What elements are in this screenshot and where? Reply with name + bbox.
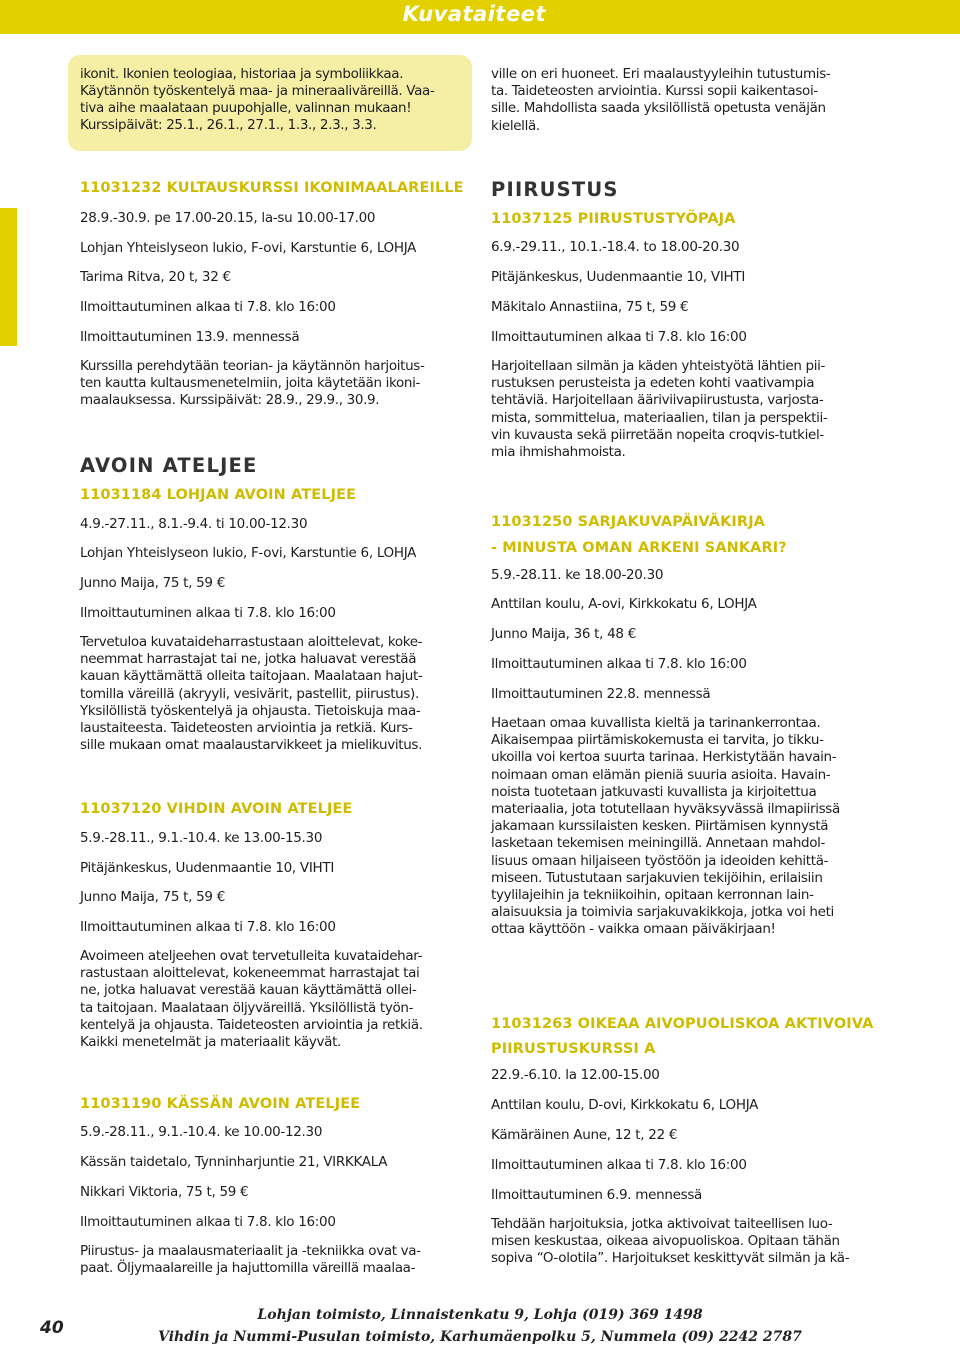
footer-office-vihti: Vihdin ja Nummi-Pusulan toimisto, Karhumäenpolku 5, Nummela (09) 2242 2787 bbox=[158, 1329, 802, 1345]
course-title: 11037125 PIIRUSTUSTYÖPAJA bbox=[491, 211, 736, 227]
description-line: laustaiteesta. Taideteosten arviointia ja retkiä. Kurs- bbox=[80, 720, 413, 737]
section-heading: PIIRUSTUS bbox=[491, 178, 619, 201]
description-line: maalauksessa. Kurssipäivät: 28.9., 29.9., 30.9. bbox=[80, 392, 380, 409]
course-place: Lohjan Yhteislyseon lukio, F-ovi, Karstuntie 6, LOHJA bbox=[80, 545, 417, 561]
course-place: Pitäjänkeskus, Uudenmaantie 10, VIHTI bbox=[80, 860, 335, 876]
description-line: ta. Taideteosten arviointia. Kurssi sopii kaikentasoi- bbox=[491, 83, 818, 100]
description-line: ukoilla voi kertoa suurta tarinaa. Herkistytään havain- bbox=[491, 749, 837, 766]
course-time: 22.9.-6.10. la 12.00-15.00 bbox=[491, 1067, 660, 1083]
description-line: Tehdään harjoituksia, jotka aktivoivat taiteellisen luo- bbox=[491, 1216, 833, 1232]
course-description bbox=[80, 1243, 421, 1277]
description-line: mista, sommittelua, materiaalien, tilan ja perspektii- bbox=[491, 409, 828, 426]
description-line: kentelyä ja ohjausta. Taideteosten arviointia ja retkiä. bbox=[80, 1016, 423, 1033]
description-line: Avoimeen ateljeehen ovat tervetulleita kuvataidehar- bbox=[80, 948, 423, 964]
course-description bbox=[491, 1216, 849, 1268]
description-line: mia ihmishahmoista. bbox=[491, 444, 626, 461]
course-time: 5.9.-28.11. ke 18.00-20.30 bbox=[491, 567, 664, 583]
description-line: tomilla väreillä (akryyli, vesivärit, pastellit, piirustus). bbox=[80, 685, 419, 702]
course-time: 4.9.-27.11., 8.1.-9.4. ti 10.00-12.30 bbox=[80, 516, 308, 532]
course-teacher: Mäkitalo Annastiina, 75 t, 59 € bbox=[491, 299, 689, 315]
description-line: rastustaan aloittelevat, kokeneemmat harrastajat tai bbox=[80, 965, 420, 982]
description-line: noimaan oman elämän pieniä suuria asioita. Havain- bbox=[491, 766, 831, 783]
description-line: lisuus omaan hiljaiseen työstöön ja ideoiden kehittä- bbox=[491, 852, 829, 869]
description-line: neemmat harrastajat tai ne, jotka haluavat verestää bbox=[80, 651, 417, 668]
course-registration: Ilmoittautuminen alkaa ti 7.8. klo 16:00 bbox=[80, 605, 336, 621]
intro-line: tiva aihe maalataan puupohjalle, valinnan mukaan! bbox=[80, 100, 412, 116]
description-line: Kurssilla perehdytään teorian- ja käytännön harjoitus- bbox=[80, 358, 425, 374]
description-line: Kaikki menetelmät ja materiaalit käyvät. bbox=[80, 1034, 341, 1051]
description-line: tyylilajeihin ja tekniikoihin, opitaan kerronnan lain- bbox=[491, 887, 814, 904]
course-time: 5.9.-28.11., 9.1.-10.4. ke 13.00-15.30 bbox=[80, 830, 323, 846]
course-title: 11031184 LOHJAN AVOIN ATELJEE bbox=[80, 487, 357, 503]
section-heading: AVOIN ATELJEE bbox=[80, 454, 258, 477]
description-line: ottaa käyttöön - vaikka omaan päiväkirjaan! bbox=[491, 921, 776, 938]
description-line: vin kuvausta sekä piirretään nopeita croqvis-tutkiel- bbox=[491, 426, 824, 443]
course-subtitle: - MINUSTA OMAN ARKENI SANKARI? bbox=[491, 540, 787, 556]
description-line: materiaalia, jota totutellaan hyväksyvässä ilmapiirissä bbox=[491, 801, 840, 818]
course-place: Kässän taidetalo, Tynninharjuntie 21, VIRKKALA bbox=[80, 1154, 388, 1170]
course-description bbox=[491, 358, 827, 461]
description-line: Haetaan omaa kuvallista kieltä ja tarinankerrontaa. bbox=[491, 715, 821, 731]
intro-line: Käytännön työskentelyä maa- ja mineraaliväreillä. Vaa- bbox=[80, 83, 435, 99]
page-number: 40 bbox=[40, 1318, 64, 1338]
description-line: misen keskustaa, oikeaa aivopuoliskoa. Opitaan tähän bbox=[491, 1233, 840, 1250]
description-line: kielellä. bbox=[491, 117, 540, 134]
course-place: Anttilan koulu, D-ovi, Kirkkokatu 6, LOHJA bbox=[491, 1097, 759, 1113]
course-place: Anttilan koulu, A-ovi, Kirkkokatu 6, LOHJA bbox=[491, 596, 757, 612]
description-line: paat. Öljymaalareille ja hajuttomilla väreillä maalaa- bbox=[80, 1260, 416, 1277]
description-line: tehtäviä. Harjoitellaan ääriviivapiirustusta, varjosta- bbox=[491, 392, 824, 409]
description-line: sille mukaan omat maalaustarvikkeet ja mielikuvitus. bbox=[80, 737, 423, 754]
description-line: noista tuotetaan jatkuvasti kuvallista ja kirjoitettua bbox=[491, 783, 817, 800]
course-title: 11031263 OIKEAA AIVOPUOLISKOA AKTIVOIVA bbox=[491, 1016, 874, 1032]
course-registration: Ilmoittautuminen alkaa ti 7.8. klo 16:00 bbox=[491, 329, 747, 345]
course-title: 11031232 KULTAUSKURSSI IKONIMAALAREILLE bbox=[80, 180, 464, 196]
course-deadline: Ilmoittautuminen 13.9. mennessä bbox=[80, 329, 300, 345]
course-registration: Ilmoittautuminen alkaa ti 7.8. klo 16:00 bbox=[80, 919, 336, 935]
intro-line: ikonit. Ikonien teologiaa, historiaa ja symboliikkaa. bbox=[80, 66, 404, 82]
description-line: alaisuuksia ja toimivia sarjakuvakikkoja, jotka voi heti bbox=[491, 904, 834, 921]
course-description bbox=[80, 948, 423, 1051]
description-line: miseen. Tutustutaan sarjakuvien tekijöihin, erilaisiin bbox=[491, 869, 823, 886]
course-title: 11031190 KÄSSÄN AVOIN ATELJEE bbox=[80, 1096, 361, 1112]
description-line: sille. Mahdollista saada yksilöllistä opetusta venäjän bbox=[491, 100, 826, 117]
course-teacher: Junno Maija, 75 t, 59 € bbox=[80, 889, 225, 905]
side-accent-stripe bbox=[0, 208, 17, 346]
course-registration: Ilmoittautuminen alkaa ti 7.8. klo 16:00 bbox=[491, 656, 747, 672]
course-description bbox=[80, 358, 425, 410]
course-place: Pitäjänkeskus, Uudenmaantie 10, VIHTI bbox=[491, 269, 746, 285]
description-line: Aikaisempaa piirtämiskokemusta ei tarvita, jo tikku- bbox=[491, 732, 824, 749]
description-line: Piirustus- ja maalausmateriaalit ja -tekniikka ovat va- bbox=[80, 1243, 421, 1259]
course-subtitle: PIIRUSTUSKURSSI A bbox=[491, 1041, 656, 1057]
course-title: 11037120 VIHDIN AVOIN ATELJEE bbox=[80, 801, 353, 817]
course-teacher: Tarima Ritva, 20 t, 32 € bbox=[80, 269, 231, 285]
footer-office-lohja: Lohjan toimisto, Linnaistenkatu 9, Lohja (019) 369 1498 bbox=[257, 1307, 703, 1323]
course-description bbox=[491, 715, 840, 939]
course-time: 6.9.-29.11., 10.1.-18.4. to 18.00-20.30 bbox=[491, 239, 740, 255]
course-description bbox=[80, 634, 422, 754]
course-deadline: Ilmoittautuminen 22.8. mennessä bbox=[491, 686, 711, 702]
description-line: jakamaan kurssilaisten kesken. Piirtämisen kynnystä bbox=[491, 818, 829, 835]
description-line: ta taitojaan. Maalataan öljyväreillä. Yksilöllistä työn- bbox=[80, 999, 414, 1016]
course-teacher: Nikkari Viktoria, 75 t, 59 € bbox=[80, 1184, 249, 1200]
course-time: 5.9.-28.11., 9.1.-10.4. ke 10.00-12.30 bbox=[80, 1124, 323, 1140]
description-line: rustuksen perusteista ja edeten kohti vaativampia bbox=[491, 375, 815, 392]
page-title: Kuvataiteet bbox=[402, 2, 546, 26]
course-registration: Ilmoittautuminen alkaa ti 7.8. klo 16:00 bbox=[491, 1157, 747, 1173]
course-teacher: Junno Maija, 36 t, 48 € bbox=[491, 626, 636, 642]
course-registration: Ilmoittautuminen alkaa ti 7.8. klo 16:00 bbox=[80, 1214, 336, 1230]
description-line: Yksilöllistä työskentelyä ja ohjausta. Tietoiskuja maa- bbox=[80, 702, 421, 719]
description-line: lasketaan tekemisen meiningillä. Annetaan mahdol- bbox=[491, 835, 826, 852]
intro-box bbox=[68, 55, 472, 151]
description-line: ville on eri huoneet. Eri maalaustyyleihin tutustumis- bbox=[491, 66, 831, 82]
description-line: kauan käyttämättä olleita taitojaan. Maalataan hajut- bbox=[80, 668, 423, 685]
course-time: 28.9.-30.9. pe 17.00-20.15, la-su 10.00-17.00 bbox=[80, 210, 376, 226]
course-place: Lohjan Yhteislyseon lukio, F-ovi, Karstuntie 6, LOHJA bbox=[80, 240, 417, 256]
course-deadline: Ilmoittautuminen 6.9. mennessä bbox=[491, 1187, 703, 1203]
description-line: Tervetuloa kuvataideharrastustaan aloittelevat, koke- bbox=[80, 634, 423, 650]
description-line: sopiva “O-olotila”. Harjoitukset keskittyvät silmän ja kä- bbox=[491, 1250, 850, 1267]
course-title: 11031250 SARJAKUVAPÄIVÄKIRJA bbox=[491, 514, 766, 530]
intro-line: Kurssipäivät: 25.1., 26.1., 27.1., 1.3., 2.3., 3.3. bbox=[80, 117, 377, 133]
intro-continuation bbox=[491, 66, 830, 135]
course-teacher: Junno Maija, 75 t, 59 € bbox=[80, 575, 225, 591]
description-line: Harjoitellaan silmän ja käden yhteistyötä lähtien pii- bbox=[491, 358, 826, 374]
description-line: ne, jotka haluavat verestää kauan käyttämättä ollei- bbox=[80, 982, 417, 999]
course-teacher: Kämäräinen Aune, 12 t, 22 € bbox=[491, 1127, 678, 1143]
description-line: ten kautta kultausmenetelmiin, joita käytetään ikoni- bbox=[80, 375, 421, 392]
course-registration: Ilmoittautuminen alkaa ti 7.8. klo 16:00 bbox=[80, 299, 336, 315]
